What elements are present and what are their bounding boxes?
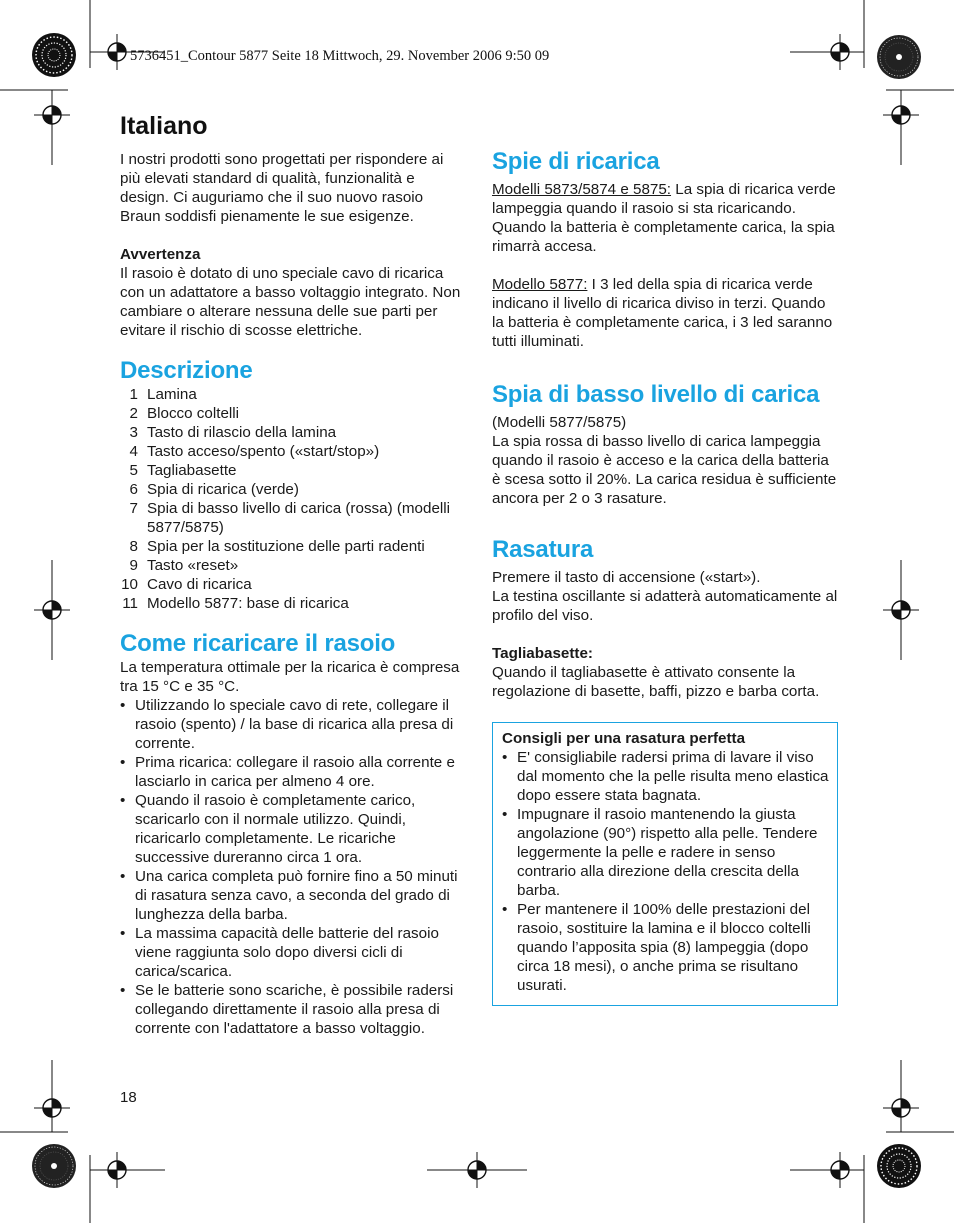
list-item: 3 Tasto di rilascio della lamina — [129, 424, 337, 441]
left-column — [120, 150, 465, 1038]
list-item: 4 Tasto acceso/spento («start/stop») — [129, 443, 380, 460]
shaving-text-2: La testina oscillante si adatterà automaticamente al profilo del viso. — [492, 588, 838, 624]
charging-intro: La temperatura ottimale per la ricarica è compresa tra 15 °C e 35 °C. — [120, 659, 460, 695]
warning-text: Il rasoio è dotato di uno speciale cavo di ricarica con un adattatore a basso voltaggio integrato. Non cambiare o alterare nessuna delle sue parti per evitare il rischio di scosse elettriche. — [120, 265, 461, 339]
list-item: • Impugnare il rasoio mantenendo la giusta angolazione (90°) rispetto alla pelle. Tendere leggermente la pelle e radere in senso contrario alla direzione della crescita della barba. — [502, 805, 829, 900]
right-column — [492, 148, 838, 1006]
list-item: 5 Tagliabasette — [129, 462, 237, 479]
list-item: 9 Tasto «reset» — [129, 557, 239, 574]
starburst-icon — [877, 35, 921, 79]
charging-heading: Come ricaricare il rasoio — [120, 630, 396, 657]
list-item: • La massima capacità delle batterie del rasoio viene raggiunta solo dopo diversi cicli di carica/scarica. — [120, 924, 465, 981]
tips-heading: Consigli per una rasatura perfetta — [502, 730, 746, 747]
trimmer-heading: Tagliabasette: — [492, 645, 593, 662]
list-item: 10 Cavo di ricarica — [121, 576, 252, 593]
starburst-icon — [32, 1144, 76, 1188]
tips-box — [492, 722, 838, 1006]
charging-list — [120, 696, 465, 1038]
description-heading: Descrizione — [120, 357, 253, 384]
list-item: • Per mantenere il 100% delle prestazioni del rasoio, sostituire la lamina e il blocco coltelli quando l’apposita spia (8) lampeggia (dopo circa 18 mesi), o anche prima se risultano usurati. — [502, 900, 829, 995]
list-item: 2 Blocco coltelli — [129, 405, 240, 422]
list-item: • Se le batterie sono scariche, è possibile radersi collegando direttamente il rasoio alla presa di corrente con l'adattatore a basso voltaggio. — [120, 981, 465, 1038]
list-item: 11 Modello 5877: base di ricarica — [122, 595, 349, 612]
page-title: Italiano — [120, 112, 208, 140]
shaving-heading: Rasatura — [492, 536, 594, 563]
low-charge-heading: Spia di basso livello di carica — [492, 381, 820, 408]
list-item: 8 Spia per la sostituzione delle parti radenti — [129, 538, 425, 555]
list-item: • Quando il rasoio è completamente carico, scaricarlo con il normale utilizzo. Quindi, ricaricarlo completamente. Le ricariche successive dureranno circa 1 ora. — [120, 791, 465, 867]
list-item: • Utilizzando lo speciale cavo di rete, collegare il rasoio (spento) / la base di ricarica alla presa di corrente. — [120, 696, 465, 753]
print-header: 5736451_Contour 5877 Seite 18 Mittwoch, 29. November 2006 9:50 09 — [130, 48, 550, 64]
trimmer-text: Quando il tagliabasette è attivato consente la regolazione di basette, baffi, pizzo e barba corta. — [492, 664, 820, 700]
list-item: 7 Spia di basso livello di carica (rossa) (modelli 5877/5875) — [129, 500, 451, 536]
intro-paragraph: I nostri prodotti sono progettati per rispondere ai più elevati standard di qualità, funzionalità e design. Ci auguriamo che il suo nuovo rasoio Braun soddisfi pienamente le sue esigenze. — [120, 151, 444, 225]
warning-heading: Avvertenza — [120, 246, 201, 263]
starburst-icon — [32, 33, 76, 77]
list-item: • Prima ricarica: collegare il rasoio alla corrente e lasciarlo in carica per almeno 4 ore. — [120, 753, 465, 791]
charge-light-paragraph-1: Modelli 5873/5874 e 5875: La spia di ricarica verde lampeggia quando il rasoio si sta ricaricando. Quando la batteria è completamente carica, la spia rimarrà accesa. — [492, 181, 836, 255]
parts-list — [120, 385, 465, 613]
list-item: 1 Lamina — [129, 386, 197, 403]
list-item: • E' consigliabile radersi prima di lavare il viso dal momento che la pelle risulta meno elastica dopo essere stata bagnata. — [502, 748, 829, 805]
tips-list — [502, 748, 829, 995]
charge-light-heading: Spie di ricarica — [492, 148, 660, 175]
low-charge-text: La spia rossa di basso livello di carica lampeggia quando il rasoio è acceso e la carica della batteria è scesa sotto il 20%. La carica residua è sufficiente ancora per 2 o 3 rasature. — [492, 433, 837, 507]
shaving-text-1: Premere il tasto di accensione («start»). — [492, 569, 761, 586]
starburst-icon — [877, 1144, 921, 1188]
list-item: • Una carica completa può fornire fino a 50 minuti di rasatura senza cavo, a seconda del grado di lunghezza della barba. — [120, 867, 465, 924]
low-charge-models: (Modelli 5877/5875) — [492, 414, 627, 431]
page-number: 18 — [120, 1089, 137, 1106]
charge-light-paragraph-2: Modello 5877: I 3 led della spia di ricarica verde indicano il livello di ricarica diviso in terzi. Quando la batteria è completamente carica, i 3 led saranno tutti illuminati. — [492, 276, 833, 350]
list-item: 6 Spia di ricarica (verde) — [129, 481, 299, 498]
